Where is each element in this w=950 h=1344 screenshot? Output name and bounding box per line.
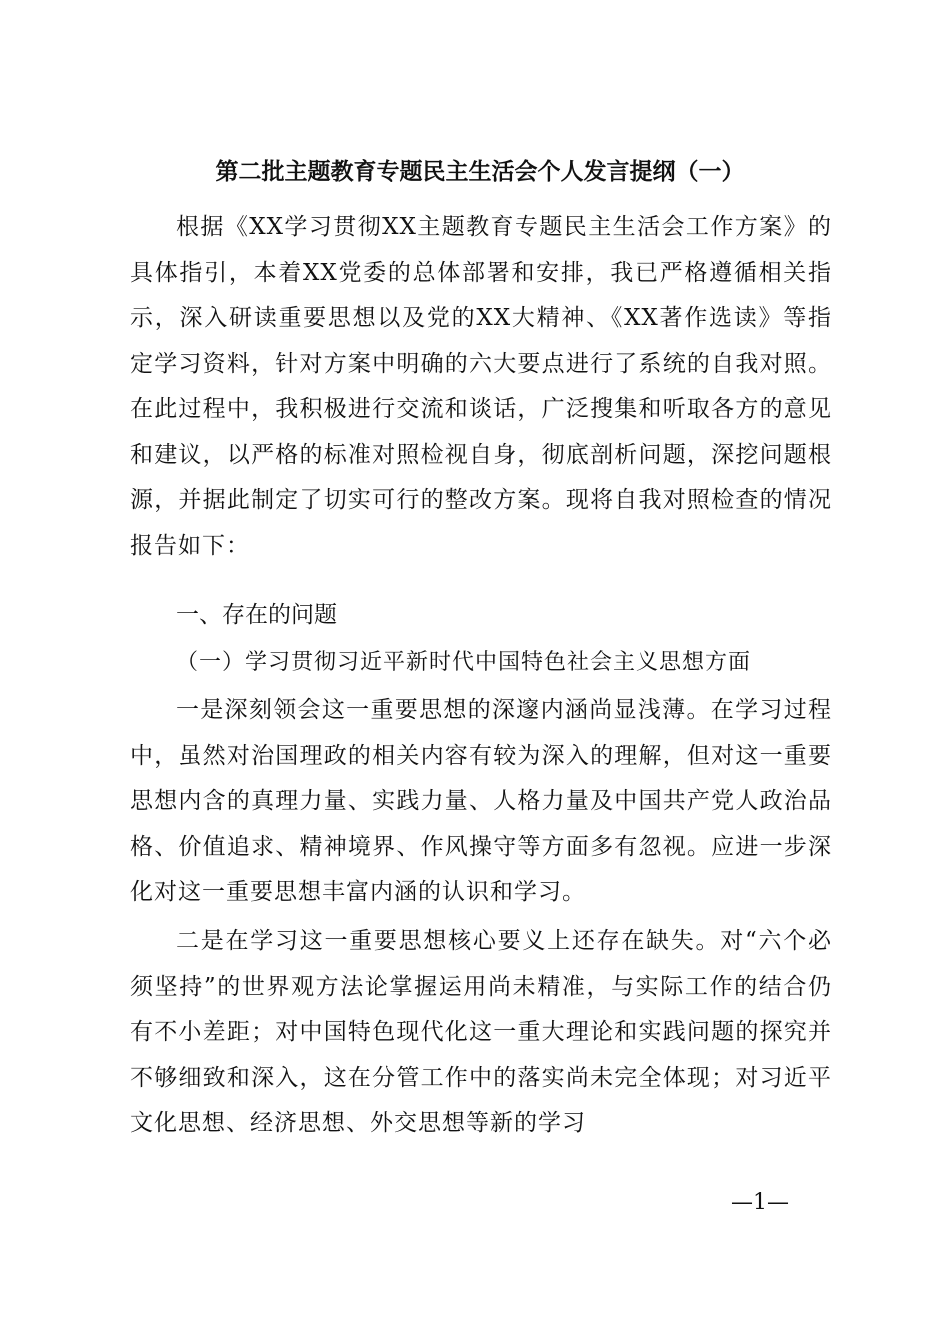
- paragraph-point-two: 二是在学习这一重要思想核心要义上还存在缺失。对“六个必须坚持”的世界观方法论掌握运用尚未精准，与实际工作的结合仍有不小差距；对中国特色现代化这一重大理论和实践问题的探究并不够细致和深入，这在分管工作中的落实尚未完全体现；对习近平文化思想、经济思想、外交思想等新的学习: [130, 928, 832, 1136]
- document-title: 第二批主题教育专题民主生活会个人发言提纲（一）: [215, 158, 745, 185]
- page-number: —1—: [731, 1190, 789, 1215]
- paragraph-point-one: 一是深刻领会这一重要思想的深邃内涵尚显浅薄。在学习过程中，虽然对治国理政的相关内容有较为深入的理解，但对这一重要思想内含的真理力量、实践力量、人格力量及中国共产党人政治品格、价值追求、精神境界、作风操守等方面多有忽视。应进一步深化对这一重要思想丰富内涵的认识和学习。: [130, 697, 832, 905]
- subsection-heading-study: （一）学习贯彻习近平新时代中国特色社会主义思想方面: [176, 650, 752, 675]
- section-heading-problems: 一、存在的问题: [176, 602, 337, 628]
- intro-paragraph: 根据《XX学习贯彻XX主题教育专题民主生活会工作方案》的具体指引，本着XX党委的总体部署和安排，我已严格遵循相关指示，深入研读重要思想以及党的XX大精神、《XX著作选读》等指定学习资料，针对方案中明确的六大要点进行了系统的自我对照。在此过程中，我积极进行交流和谈话，广泛搜集和听取各方的意见和建议，以严格的标准对照检视自身，彻底剖析问题，深挖问题根源，并据此制定了切实可行的整改方案。现将自我对照检查的情况报告如下：: [130, 214, 832, 559]
